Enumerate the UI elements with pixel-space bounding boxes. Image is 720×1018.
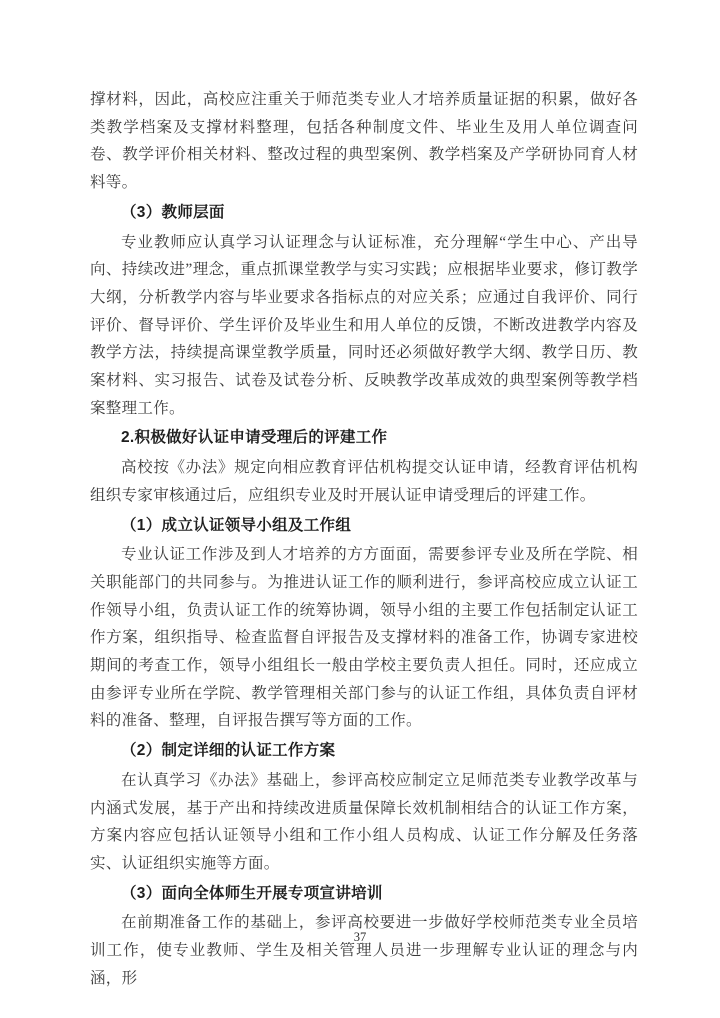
section-heading: （2）制定详细的认证工作方案 xyxy=(121,742,336,760)
paragraph: 高校按《办法》规定向相应教育评估机构提交认证申请，经教育评估机构组织专家审核通过后，应组织专业及时开展认证申请受理后的评建工作。 xyxy=(90,459,638,504)
page-content xyxy=(90,86,638,993)
page-footer xyxy=(0,928,720,946)
paragraph: 专业认证工作涉及到人才培养的方方面面，需要参评专业及所在学院、相关职能部门的共同参与。为推进认证工作的顺利进行，参评高校应成立认证工作领导小组，负责认证工作的统筹协调，领导小组的主要工作包括制定认证工作方案，组织指导、检查监督自评报告及支撑材料的准备工作，协调专家进校期间的考查工作，领导小组组长一般由学校主要负责人担任。同时，还应成立由参评专业所在学院、教学管理相关部门参与的认证工作组，具体负责自评材料的准备、整理，自评报告撰写等方面的工作。 xyxy=(90,546,638,730)
section-heading: 2.积极做好认证申请受理后的评建工作 xyxy=(121,429,388,447)
page-number: 37 xyxy=(353,930,367,944)
paragraph: 撑材料，因此，高校应注重关于师范类专业人才培养质量证据的积累，做好各类教学档案及支撑材料整理，包括各种制度文件、毕业生及用人单位调查问卷、教学评价相关材料、整改过程的典型案例、教学档案及产学研协同育人材料等。 xyxy=(90,91,638,192)
section-heading: （3）教师层面 xyxy=(121,203,225,221)
paragraph: 在前期准备工作的基础上，参评高校要进一步做好学校师范类专业全员培训工作，使专业教师、学生及相关管理人员进一步理解专业认证的理念与内涵，形 xyxy=(90,914,638,987)
paragraph: 在认真学习《办法》基础上，参评高校应制定立足师范类专业教学改革与内涵式发展，基于产出和持续改进质量保障长效机制相结合的认证工作方案，方案内容应包括认证领导小组和工作小组人员构成、认证工作分解及任务落实、认证组织实施等方面。 xyxy=(90,771,638,872)
paragraph: 专业教师应认真学习认证理念与认证标准，充分理解“学生中心、产出导向、持续改进”理念，重点抓课堂教学与实习实践；应根据毕业要求，修订教学大纲，分析教学内容与毕业要求各指标点的对应关系；应通过自我评价、同行评价、督导评价、学生评价及毕业生和用人单位的反馈，不断改进教学内容及教学方法，持续提高课堂教学质量，同时还必须做好教学大纲、教学日历、教案材料、实习报告、试卷及试卷分析、反映教学改革成效的典型案例等教学档案整理工作。 xyxy=(90,233,638,417)
section-heading: （1）成立认证领导小组及工作组 xyxy=(121,516,352,534)
section-heading: （3）面向全体师生开展专项宣讲培训 xyxy=(121,884,383,902)
